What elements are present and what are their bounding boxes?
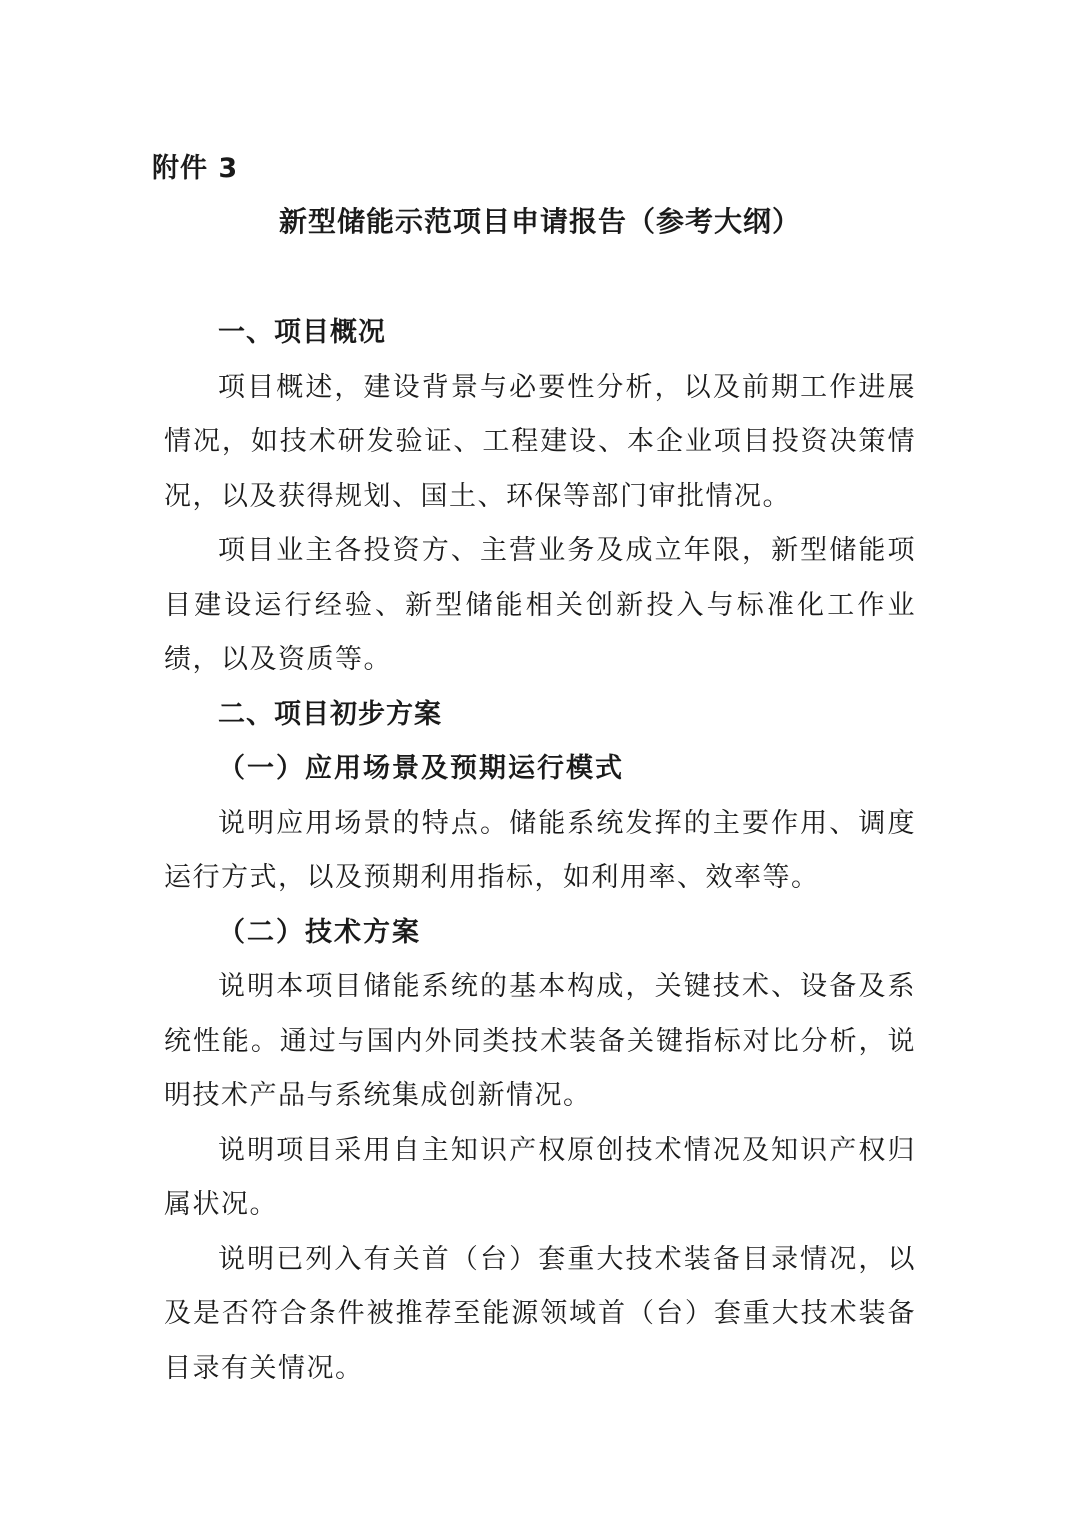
paragraph-overview-2: 项目业主各投资方、主营业务及成立年限，新型储能项目建设运行经验、新型储能相关创新投入与标准化工作业绩，以及资质等。 bbox=[164, 535, 916, 675]
section-heading-plan: 二、项目初步方案 bbox=[218, 698, 442, 730]
paragraph-overview-1: 项目概述，建设背景与必要性分析，以及前期工作进展情况，如技术研发验证、工程建设、本企业项目投资决策情况，以及获得规划、国土、环保等部门审批情况。 bbox=[164, 371, 916, 512]
paragraph-scenario-1: 说明应用场景的特点。储能系统发挥的主要作用、调度运行方式，以及预期利用指标，如利用率、效率等。 bbox=[164, 807, 916, 893]
document-title: 新型储能示范项目申请报告（参考大纲） bbox=[278, 205, 801, 238]
paragraph-technical-1: 说明本项目储能系统的基本构成，关键技术、设备及系统性能。通过与国内外同类技术装备关键指标对比分析，说明技术产品与系统集成创新情况。 bbox=[164, 971, 916, 1111]
subsection-heading-scenario: （一）应用场景及预期运行模式 bbox=[218, 753, 624, 784]
section-heading-overview: 一、项目概况 bbox=[218, 317, 386, 348]
paragraph-technical-2: 说明项目采用自主知识产权原创技术情况及知识产权归属状况。 bbox=[164, 1134, 916, 1220]
subsection-heading-technical: （二）技术方案 bbox=[218, 916, 421, 948]
document-body bbox=[164, 306, 916, 1396]
paragraph-technical-3: 说明已列入有关首（台）套重大技术装备目录情况，以及是否符合条件被推荐至能源领域首（台）套重大技术装备目录有关情况。 bbox=[164, 1243, 916, 1384]
attachment-label: 附件 3 bbox=[152, 153, 239, 184]
